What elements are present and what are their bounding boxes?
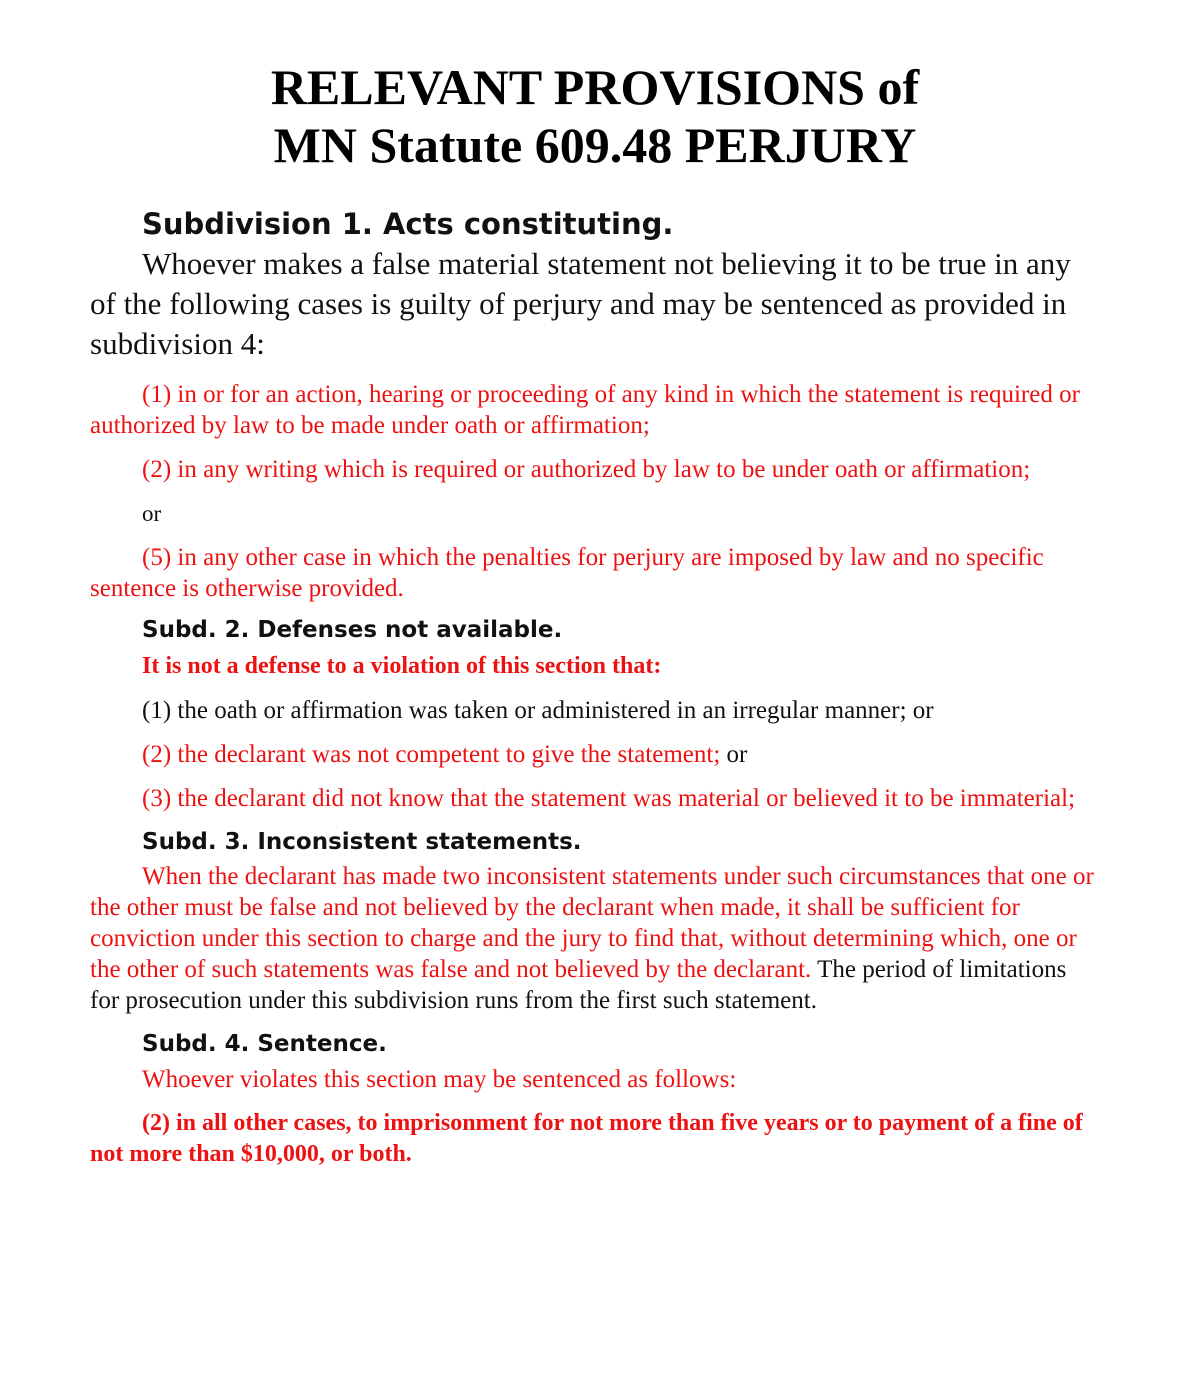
title-line-1: RELEVANT PROVISIONS of <box>270 59 920 115</box>
subd3-text-red: When the declarant has made two inconsistent statements under such circumstances that one or the other must be false and not believed by the declarant when made, it shall be sufficient for conviction under this section to charge and the jury to find that, without determining which, one or the other of such statements was false and not believed by the declarant. <box>90 863 1094 983</box>
subd2-lead: It is not a defense to a violation of this section that: <box>142 653 662 679</box>
document-page <box>90 58 1100 1170</box>
subd4-item-2: (2) in all other cases, to imprisonment for not more than five years or to payment of a fine of not more than $10,000, or both. <box>90 1110 1083 1167</box>
subd1-heading: Subdivision 1. Acts constituting. <box>142 207 674 241</box>
subd1-item-1: (1) in or for an action, hearing or proceeding of any kind in which the statement is required or authorized by law to be made under oath or affirmation; <box>90 381 1080 439</box>
subd1-item-5: (5) in any other case in which the penalties for perjury are imposed by law and no specific sentence is otherwise provided. <box>90 544 1044 602</box>
subd2-heading: Subd. 2. Defenses not available. <box>142 617 563 643</box>
subd3-heading: Subd. 3. Inconsistent statements. <box>142 829 582 855</box>
subd2-item-2-text: (2) the declarant was not competent to give the statement; <box>142 741 721 768</box>
subd4-heading: Subd. 4. Sentence. <box>142 1031 387 1057</box>
subd1-intro: Whoever makes a false material statement not believing it to be true in any of the following cases is guilty of perjury and may be sentenced as provided in subdivision 4: <box>90 246 1071 361</box>
subd2-item-2-or: or <box>720 741 748 768</box>
title-line-2: MN Statute 609.48 PERJURY <box>273 117 917 173</box>
subd2-item-3: (3) the declarant did not know that the statement was material or believed it to be immaterial; <box>142 785 1076 812</box>
subd1-or: or <box>142 501 162 526</box>
subd1-item-2: (2) in any writing which is required or authorized by law to be under oath or affirmation; <box>142 456 1031 483</box>
subd2-item-1: (1) the oath or affirmation was taken or administered in an irregular manner; or <box>142 697 934 724</box>
subd2-item-2 <box>90 739 1100 770</box>
subd4-lead: Whoever violates this section may be sentenced as follows: <box>142 1066 737 1093</box>
subd3-text <box>90 861 1100 1016</box>
document-title <box>90 58 1100 174</box>
subd3-text-black: The period of limitations for prosecution under this subdivision runs from the first such statement. <box>90 956 1067 1014</box>
